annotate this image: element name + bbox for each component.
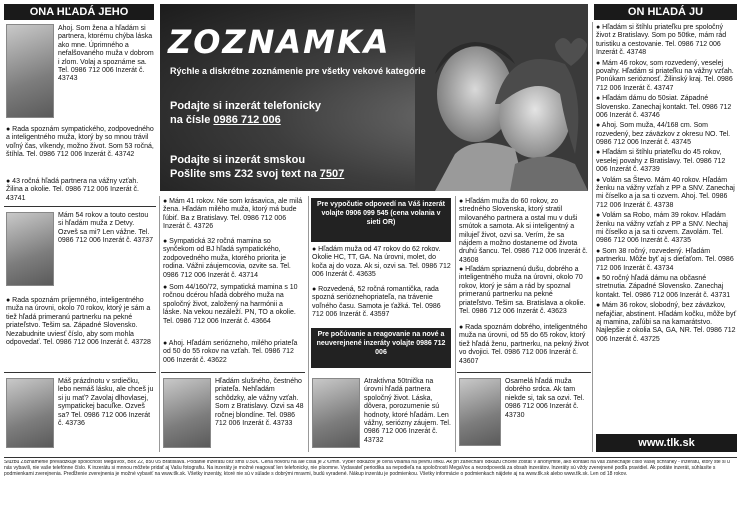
col-divider	[308, 196, 309, 452]
ad-photo	[312, 378, 360, 448]
right-ad: ● Hľadám dámu do 50siat. Západné Slovensko. Zanechaj kontakt. Tel. 0986 712 006 Inzerát č. 43746	[596, 95, 732, 119]
right-ad: ● Som 38 ročný, rozvedený. Hľadám partnerku. Môže byť aj s dieťaťom. Tel. 0986 712 006 Inzerát č. 43734	[596, 247, 734, 272]
hero-line4	[170, 168, 430, 182]
left-ad-2: ● Rada spoznám sympatického, zodpovedného a inteligentného muža, ktorý by so mnou trávil voľný čas, víkendy, možno život. Som 53 ročná, štíhla. Tel. 0986 712 006 Inzerát č. 43742	[6, 126, 154, 159]
mid1-divider	[161, 372, 305, 373]
footer-disclaimer: Službu Zoznámenie prevádzkuje spoločnosť MegaVox, Box 22, 850 05 Bratislava. Podanie inzerátu cez sms 0.50€. Cena hovoru na ale čísla je 2 €/min. Výber odkazov je cena volania na pevnú linku. Ak pri zanechaní odkazu chcete zostať v anonymite, ako kontakt na vás zanechajte číslo vašej schránky - inzerátu, ktorý ste si u nás vybavili, nie vaše telefónne číslo. K inzerátu si mnnou môžete pridať aj Vašu fotografiu. Na inzeráty je možné reagovať len telefonicky, nie písomne. Vydavateľ periodika sa nepodieľa na spoločnosti MegaVox a nezodpovedá za obsah inzerátov. Inzeráty sú vždy zverejnené podľa pravidiel. Ak podáte inzerát, súhlasíte s podmienkami zverejnenia. Predĺženie zverejnenia je možné vybaviť na www.tlk.sk. Všetky inzeráty, ktoré nie sú v súlade s dobrými mravmi, budú vyradené. Nákup inzerátu je podmienkou. Všetky informácie o podmienkach nájdete aj na www.tlk.sk alebo www.tlk.sk. Len od 18 rokov.	[4, 460, 730, 477]
ad-photo	[459, 378, 501, 446]
mid3-ad-1: ● Hľadám muža do 60 rokov, zo stredného Slovenska, ktorý stratil milovaného partnera a ostal mu v duši smútok a samota. Ak si inteligentný a milujeľ život, ozvi sa. Verím, že sa nájdem a možno dostaneme od života druhú šancu. Tel. 0986 712 006 Inzerát č. 43608	[459, 198, 588, 264]
hero-line1: Podajte si inzerát telefonicky	[170, 100, 321, 112]
right-ad: ● 50 ročný hľadá dámu na občasné stretnutia. Západné Slovensko. Zanechaj kontakt. Tel. 0986 712 006 Inzerát č. 43731	[596, 274, 731, 299]
ad-photo	[6, 212, 54, 286]
hero-subtitle: Rýchle a diskrétne zoznámenie pre všetky vekové kategórie	[170, 66, 426, 76]
hero-banner	[160, 4, 588, 191]
mid2-ad-3: Atraktívna 50tnička na úrovni hľadá partnera spoločný život. Láska, dôvera, porozumenie sú hodnoty, ktoré hľadám. Len vážny, seriózny záujem. Tel. 0986 712 006 Inzerát č. 43732	[364, 378, 451, 444]
right-ad: ● Ahoj. Som muža, 44/168 cm. Som rozvedený, bez záväzkov z okresu NO. Tel. 0986 712 006 Inzerát č. 43745	[596, 122, 731, 147]
answers-banner: Pre vypočutie odpovedí na Váš inzerát volajte 0906 099 545 (cena volania v sieti OR)	[311, 198, 451, 242]
left-ad-4: Mám 54 rokov a touto cestou si hľadám muža z Detvy. Ozveš sa mi? Len vážne. Tel. 0986 712 006 Inzerát č. 43737	[58, 212, 153, 245]
hero-title: ZOZNAMKA	[168, 23, 391, 61]
hero-line2	[170, 114, 430, 128]
left-divider-2	[4, 372, 156, 373]
right-ad: ● Mám 36 rokov, slobodný, bez záväzkov, nefajčiar, abstinent. Hľadám kočku, môže byť aj mamina, zaľúbi sa na kamarátstvo. Najlepšie z okolia SA, GA, NR. Tel. 0986 712 006 Inzerát č. 43725	[596, 302, 737, 343]
right-header: ON HĽADÁ JU	[594, 4, 737, 20]
right-ads-list	[596, 24, 737, 346]
ad-photo	[6, 24, 54, 118]
right-ad: ● Volám sa Robo, mám 39 rokov. Hľadám ženku na vážny vzťah z PP a SNV. Nechaj mi číselko a ja sa ti ozvem. Zavolám. Tel. 0986 712 006 Inzerát č. 43735	[596, 212, 728, 245]
mid3-ad-4: Osamelá hľadá muža dobrého srdca. Ak tam niekde si, tak sa ozvi. Tel. 0986 712 006 Inzerát č. 43730	[505, 378, 585, 419]
hero-sms-ad	[170, 154, 430, 182]
hero-sms-number: 7507	[319, 167, 345, 180]
footer-divider	[4, 457, 737, 458]
col-divider	[455, 196, 456, 452]
col-divider	[159, 196, 160, 452]
left-ad-6: Máš prázdnotu v srdiečku, lebo nemáš lásku, ale chceš ju si ju mať? Zavolaj dlhovlasej, sympatickej bacuľke. Ozveš sa? Tel. 0986 712 006 Inzerát č. 43736	[58, 378, 154, 427]
right-ad: ● Hľadám si štíhlu priateľku do 45 rokov, veselej povahy z Bratislavy. Tel. 0986 712 006 Inzerát č. 43739	[596, 149, 726, 174]
left-divider-1	[4, 206, 156, 207]
mid1-ad-1: ● Mám 41 rokov. Nie som krásavica, ale milá žena. Hľadám milého muža, ktorý má bude ľúbiť. Ba z Bratislavy. Tel. 0986 712 006 Inzerát č. 43726	[163, 198, 303, 231]
hero-phone: 0986 712 006	[213, 113, 281, 126]
left-ad-3: ● 43 ročná hľadá partnera na vážny vzťah. Žilina a okolie. Tel. 0986 712 006 Inzerát č. 43741	[6, 178, 139, 202]
ad-photo	[6, 378, 54, 448]
mid3-divider	[457, 372, 591, 373]
mid3-ad-3: ● Rada spoznám dobrého, inteligentného muža na úrovni, od 55 do 65 rokov, ktorý tiež hľadá ženu, partnerku, na pekný život vo dvojici. Tel. 0986 712 006 Inzerát č. 43607	[459, 324, 589, 365]
right-ad: ● Volám sa Števo. Mám 40 rokov. Hľadám ženku na vážny vzťah z PP a SNV. Zanechaj mi číselko a ja sa ti ozvem. Ahoj. Tel. 0986 712 006 Inzerát č. 43738	[596, 176, 735, 209]
mid2-ad-2: ● Rozvedená, 52 ročná romantička, rada spozná serióznehopriateľa, na trávenie voľného času. Samota je ťažká. Tel. 0986 712 006 Inzerát č. 43597	[312, 286, 441, 319]
left-header: ONA HĽADÁ JEHO	[4, 4, 154, 20]
hero-line4-text: Pošlite sms Z32 svoj text na	[170, 167, 320, 180]
col-divider	[592, 22, 593, 452]
couple-photo	[415, 4, 588, 191]
couple-image	[415, 4, 588, 191]
hero-line2-text: na čísle	[170, 113, 214, 126]
left-ad-1: Ahoj. Som žena a hľadám si partnera, ktorému chýba láska ako mne. Úprimného a nefalšovaného muža v dobrom i zlom. Volaj a spoznáme sa. Tel. 0986 712 006 Inzerát č. 43743	[58, 25, 154, 83]
mid3-ad-2: ● Hľadám spriaznenú dušu, dobrého a inteligentného muža na úrovni, okolo 70 rokov, ktorý je sám a rád by spoznal primeranú partnerku na pekné priateľstvo. Tešim sa. Bratislava a okolie. Tel. 0986 712 006 Inzerát č. 43623	[459, 266, 586, 315]
right-ad: ● Mám 46 rokov, som rozvedený, veselej povahy. Hľadám si priateľku na vážny vzťah. Ponúkam serióznosť. Žilinský kraj. Tel. 0986 712 006 Inzerát č. 43747	[596, 59, 734, 92]
mid2-ad-1: ● Hľadám muža od 47 rokov do 62 rokov. Okolie HC, TT, GA. Na úrovni, molet, do koča aj do voza. Ak si, ozvi sa. Tel. 0986 712 006 Inzerát č. 43635	[312, 246, 451, 279]
mid1-ad-3: ● Som 44/160/72, sympatická mamina s 10 ročnou dcérou hľadá dobrého muža na spoločný život, založený na harmónii a láske. Na vekou nezáleží. PN, TO a okolie. Tel. 0986 712 006 Inzerát č. 43664	[163, 284, 298, 325]
mid1-ad-2: ● Sympatická 32 ročná mamina so synčekom od BJ hľadá sympatického, zodpovedného muža, ktorého priorita je rodina. Vážni záujemcovia, ozvite sa. Tel. 0986 712 006 Inzerát č. 43714	[163, 238, 291, 279]
hero-line3: Podajte si inzerát smskou	[170, 154, 306, 166]
hero-phone-ad	[170, 100, 430, 128]
left-ad-5: ● Rada spoznám príjemného, inteligentného muža na úrovni, okolo 70 rokov, ktorý je sám a tiež hľadá primeranú partnerku na pekné priateľstvo. Tešim sa. Západné Slovensko. Nezabudnite uviesť číslo, aby som mohla odpovedať. Tel. 0986 712 006 Inzerát č. 43728	[6, 297, 151, 346]
ad-photo	[163, 378, 211, 448]
listen-banner: Pre počúvanie a reagovanie na nové a neuverejnené inzeráty volajte 0986 712 006	[311, 328, 451, 368]
mid1-ad-4: ● Ahoj. Hľadám seriózneho, milého priateľa od 50 do 55 rokov na vzťah. Tel. 0986 712 006 Inzerát č. 43622	[163, 340, 298, 364]
right-ad: ● Hľadám si štíhlu priateľku pre spoločný život z Bratislavy. Som po 50tke, mám rád turistiku a cestovanie. Tel. 0986 712 006 Inzerát č. 43748	[596, 24, 727, 57]
website-link[interactable]: www.tlk.sk	[596, 434, 737, 452]
mid1-ad-5: Hľadám slušného, čestného priateľa. Nehľadám schôdzky, ale vážny vzťah. Som z Bratislavy. Ozvi sa 48 ročnej blondíne. Tel. 0986 712 006 Inzerát č. 43733	[215, 378, 304, 427]
